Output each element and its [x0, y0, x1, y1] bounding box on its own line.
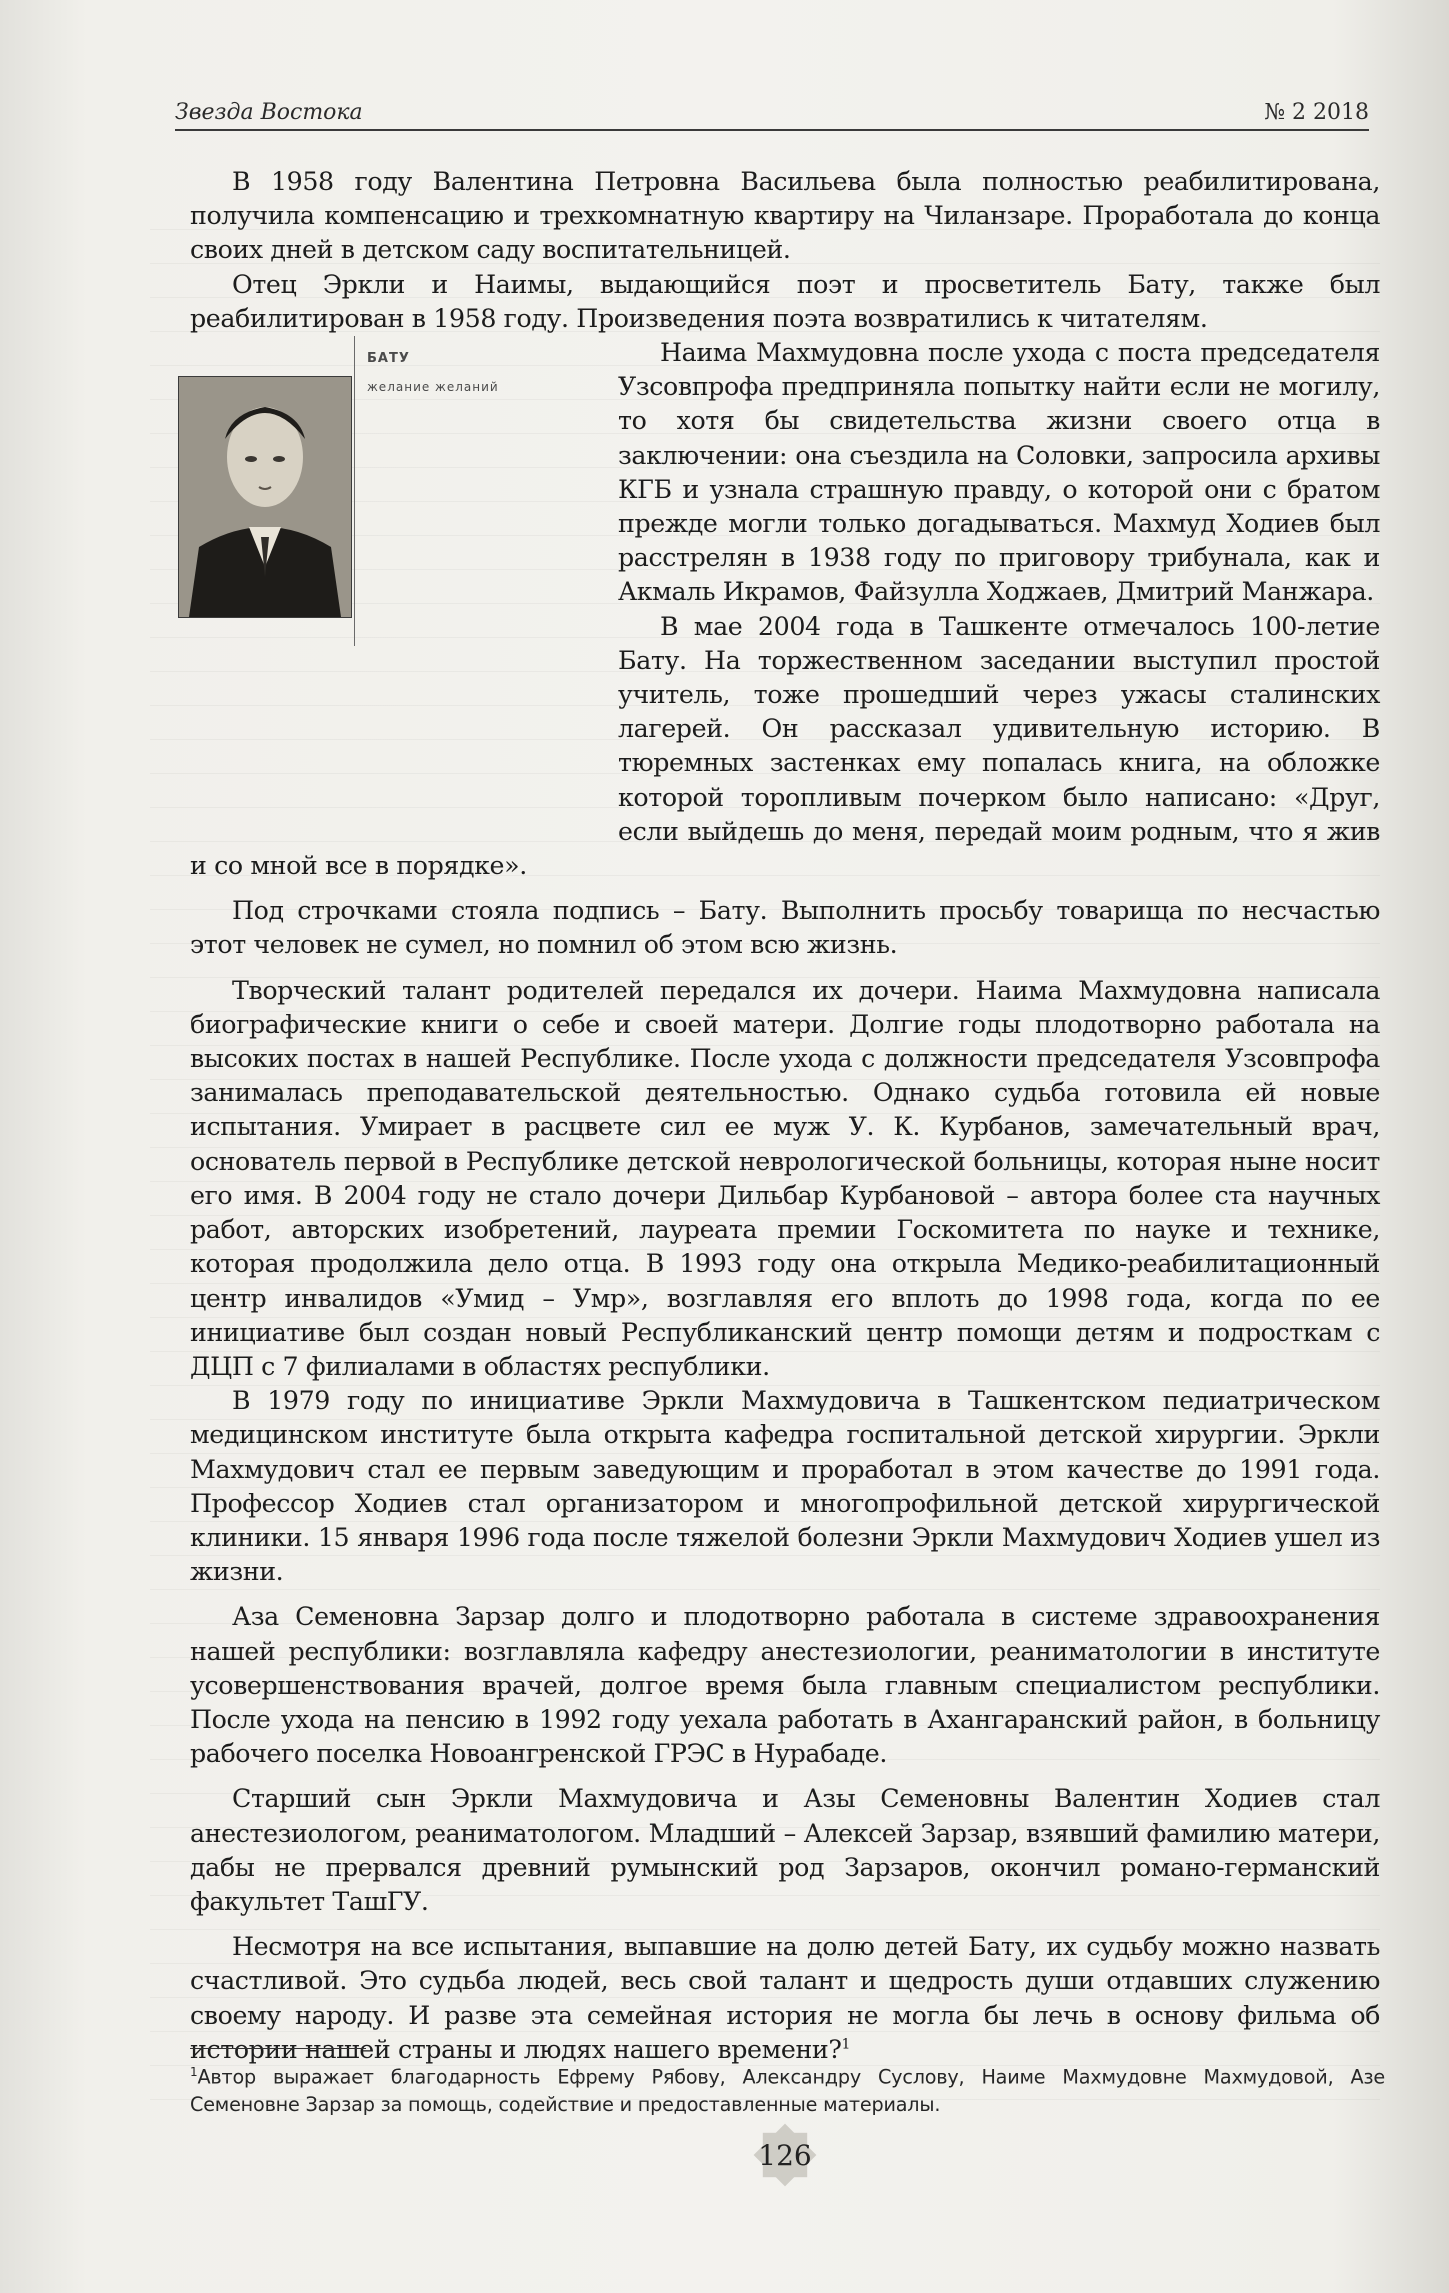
article-body [190, 165, 1380, 2067]
running-header [175, 95, 1369, 131]
paragraph: Отец Эркли и Наимы, выдающийся поэт и просветитель Бату, также был реабилитирован в 1958 году. Произведения поэта возвратились к читателям. [190, 269, 1380, 333]
page-number: 126 [758, 2139, 812, 2172]
portrait-image [179, 377, 351, 617]
caption-name: БАТУ [367, 351, 410, 367]
journal-title: Звезда Востока [175, 100, 363, 125]
paragraph: Наима Махмудовна после ухода с поста председателя Узсовпрофа предприняла попытку найти если не могилу, то хотя бы свидетельства жизни своего отца в заключении: она съездила на Соловки, запросила архивы КГБ и узнала страшную правду, о которой они с братом прежде могли только догадываться. Махмуд Ходиев был расстрелян в 1938 году по приговору трибунала, как и Акмаль Икрамов, Файзулла Ходжаев, Дмитрий Манжара. [618, 338, 1380, 607]
page-number-ornament [740, 2125, 830, 2185]
paragraph: В 1958 году Валентина Петровна Васильева была полностью реабилитирована, получила компенсацию и трехкомнатную квартиру на Чиланзаре. Проработала до конца своих дней в детском саду воспитательницей. [190, 167, 1380, 265]
footnote-number: 1 [190, 2065, 198, 2079]
photo-caption [354, 336, 584, 646]
paragraph: Старший сын Эркли Махмудовича и Азы Семеновны Валентин Ходиев стал анестезиологом, реаниматологом. Младший – Алексей Зарзар, взявший фамилию матери, дабы не прервался древний румынский род Зарзаров, окончил романо-германский факультет ТашГУ. [190, 1784, 1380, 1916]
paragraph: В 1979 году по инициативе Эркли Махмудовича в Ташкентском педиатрическом медицинском институте была открыта кафедра госпитальной детской хирургии. Эркли Махмудович стал ее первым заведующим и проработал в этом качестве до 1991 года. Профессор Ходиев стал организатором и многопрофильной детской хирургической клиники. 15 января 1996 года после тяжелой болезни Эркли Махмудович Ходиев ушел из жизни. [190, 1386, 1380, 1587]
paragraph: Аза Семеновна Зарзар долго и плодотворно работала в системе здравоохранения нашей республики: возглавляла кафедру анестезиологии, реаниматологии в институте усовершенствования врачей, долгое время была главным специалистом республики. После ухода на пенсию в 1992 году уехала работать в Ахангаранский район, в больницу рабочего поселка Новоангренской ГРЭС в Нурабаде. [190, 1602, 1380, 1769]
paragraph: Под строчками стояла подпись – Бату. Выполнить просьбу товарища по несчастью этот человек не сумел, но помнил об этом всю жизнь. [190, 896, 1380, 960]
paragraph-final [190, 1930, 1380, 2067]
issue-number: № 2 2018 [1264, 100, 1369, 125]
paragraph-text: Несмотря на все испытания, выпавшие на долю детей Бату, их судьбу можно назвать счастливой. Это судьба людей, весь свой талант и щедрость души отдавших служению своему народу. И разве эта семейная история не могла бы лечь в основу фильма об истории нашей страны и людях нашего времени? [190, 1932, 1380, 2064]
caption-subtitle: желание желаний [367, 380, 499, 395]
paragraph: Творческий талант родителей передался их дочери. Наима Махмудовна написала биографические книги о себе и своей матери. Долгие годы плодотворно работала на высоких постах в нашей Республике. После ухода с должности председателя Узсовпрофа занималась преподавательской деятельностью. Однако судьба готовила ей новые испытания. Умирает в расцвете сил ее муж У. К. Курбанов, замечательный врач, основатель первой в Республике детской неврологической больницы, которая ныне носит его имя. В 2004 году не стало дочери Дильбар Курбановой – автора более ста научных работ, авторских изобретений, лауреата премии Госкомитета по науке и технике, которая продолжила дело отца. В 1993 году она открыла Медико-реабилитационный центр инвалидов «Умид – Умр», возглавляя его вплоть до 1998 года, когда по ее инициативе был создан новый Республиканский центр помощи детям и подросткам с ДЦП с 7 филиалами в областях республики. [190, 975, 1380, 1381]
footnote-marker: 1 [841, 2036, 851, 2053]
footnote-rule [190, 2048, 366, 2049]
portrait-photo [178, 376, 352, 618]
paragraph: В мае 2004 года в Ташкенте отмечалось 100-летие Бату. На торжественном заседании выступил простой учитель, тоже прошедший через ужасы сталинских лагерей. Он рассказал удивительную историю. В тюремных застенках ему попалась книга, на обложке которой торопливым почерком было написано: «Друг, если выйдешь до меня, передай моим родным, что я жив и со мной все в порядке». [190, 611, 1380, 881]
footnote [190, 2058, 1385, 2119]
photo-figure [156, 336, 608, 838]
footnote-text: Автор выражает благодарность Ефрему Рябову, Александру Суслову, Наиме Махмудовне Махмудовой, Азе Семеновне Зарзар за помощь, содействие и предоставленные материалы. [190, 2065, 1385, 2117]
